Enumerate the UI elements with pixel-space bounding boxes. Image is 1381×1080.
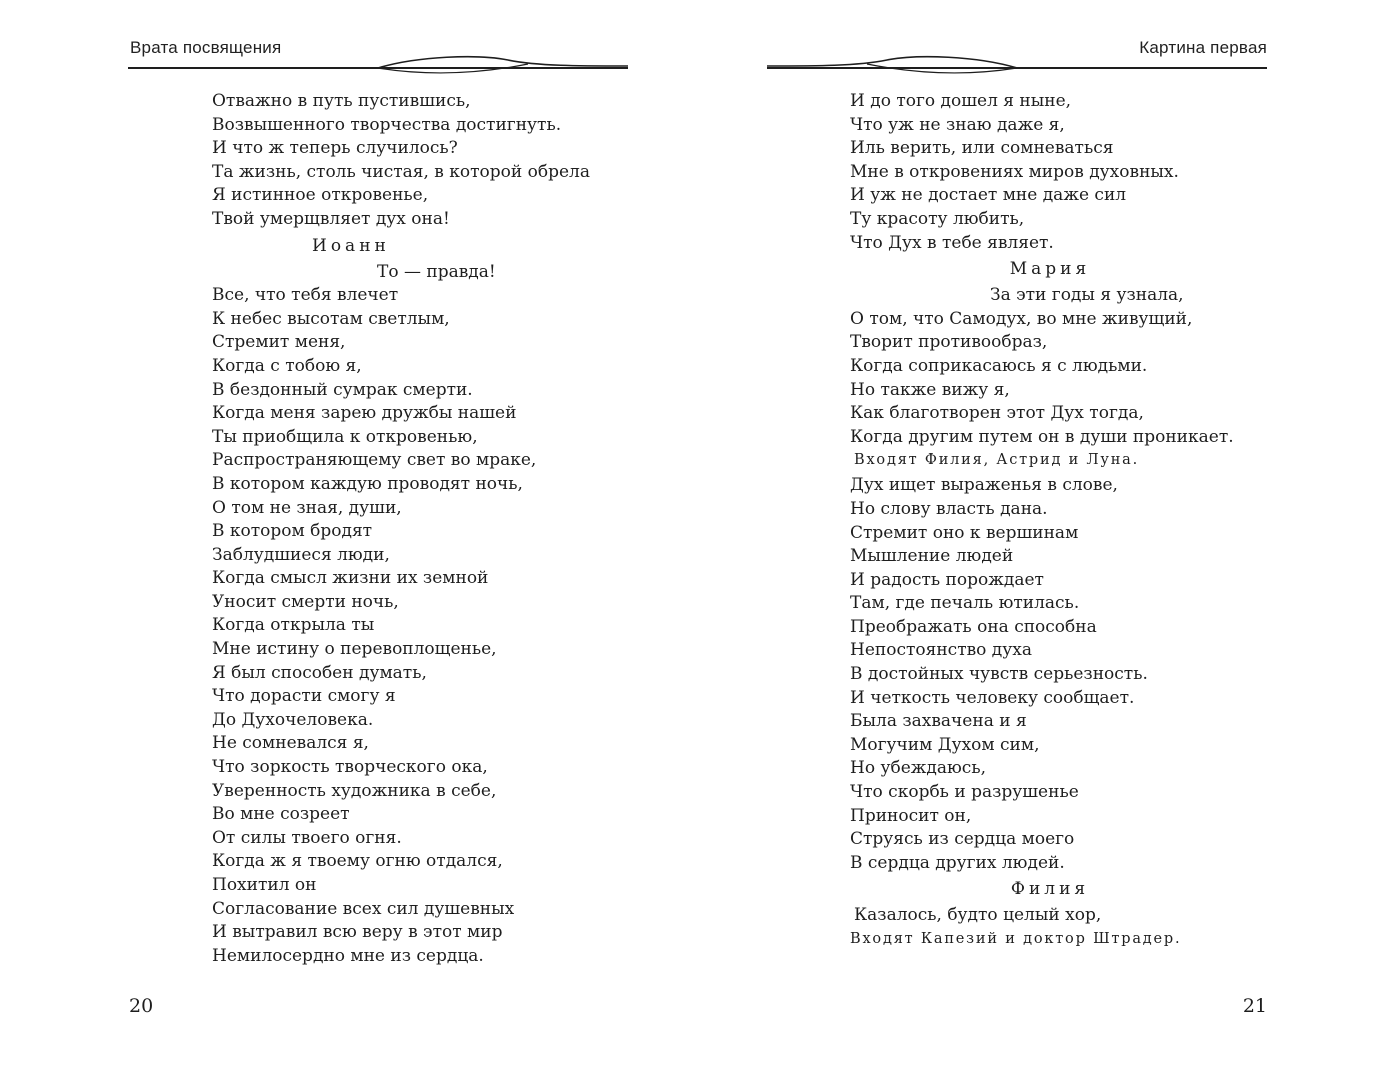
verse-line: Отважно в путь пустившись, — [212, 91, 471, 111]
running-head: Картина первая — [1139, 38, 1267, 57]
verse-line: Там, где печаль ютилась. — [850, 593, 1080, 614]
verse-line: Я был способен думать, — [212, 662, 427, 683]
verse-line: Когда другим путем он в души проникает. — [850, 426, 1234, 447]
verse-line: Похитил он — [212, 875, 317, 895]
speaker-name: Мария — [1009, 259, 1091, 280]
verse-line: Но убеждаюсь, — [850, 758, 986, 779]
verse-line: Что Дух в тебе являет. — [850, 232, 1054, 253]
verse-line: Мне истину о перевоплощенье, — [212, 639, 497, 660]
verse-line: О том, что Самодух, во мне живущий, — [850, 308, 1193, 329]
verse-line: Все, что тебя влечет — [212, 285, 399, 306]
page-number: 20 — [129, 995, 154, 1017]
verse-line: Преображать она способна — [850, 616, 1097, 637]
verse-line: Я истинное откровенье, — [212, 185, 429, 206]
running-head: Врата посвящения — [130, 38, 282, 57]
verse-line: К небес высотам светлым, — [212, 308, 450, 329]
verse-line: Что дорасти смогу я — [212, 686, 396, 707]
verse-line: Иль верить, или сомневаться — [850, 138, 1114, 159]
verse-line: Но слову власть дана. — [850, 498, 1048, 519]
verse-line: Казалось, будто целый хор, — [854, 905, 1102, 926]
verse-line: И радость порождает — [850, 569, 1044, 590]
verse-line: Была захвачена и я — [850, 711, 1027, 732]
verse-line: В достойных чувств серьезность. — [850, 664, 1148, 685]
verse-line: Могучим Духом сим, — [850, 734, 1040, 755]
verse-line: Приносит он, — [850, 805, 972, 826]
verse-line: Стремит оно к вершинам — [850, 522, 1079, 543]
verse-line: Согласование всех сил душевных — [212, 898, 515, 919]
verse-line: То — правда! — [377, 261, 496, 282]
verse-block — [850, 90, 1290, 953]
verse-line: Когда с тобою я, — [212, 355, 362, 376]
verse-line: Но также вижу я, — [850, 379, 1010, 400]
verse-line: О том не зная, души, — [212, 497, 402, 518]
verse-line: За эти годы я узнала, — [990, 285, 1184, 306]
verse-line: И что ж теперь случилось? — [212, 138, 458, 159]
speaker-name: Иоанн — [312, 235, 390, 256]
header-ornament-rule — [128, 52, 628, 78]
verse-line: Стремит меня, — [212, 332, 346, 353]
verse-line: Когда соприкасаюсь я с людьми. — [850, 355, 1148, 376]
verse-line: Когда меня зарею дружбы нашей — [212, 403, 517, 424]
verse-line: В котором бродят — [212, 521, 373, 542]
verse-line: Твой умерщвляет дух она! — [212, 208, 450, 229]
verse-line: Распространяющему свет во мраке, — [212, 450, 537, 471]
verse-line: От силы твоего огня. — [212, 827, 402, 848]
verse-line: Когда открыла ты — [212, 615, 375, 636]
verse-line: И четкость человеку сообщает. — [850, 687, 1135, 708]
verse-line: Ту красоту любить, — [850, 208, 1025, 229]
verse-line: Дух ищет выраженья в слове, — [850, 475, 1118, 496]
verse-line: Немилосердно мне из сердца. — [212, 945, 484, 966]
stage-direction: Входят Филия, Астрид и Луна. — [854, 452, 1140, 469]
stage-direction: Входят Капезий и доктор Штрадер. — [850, 931, 1182, 947]
verse-line: До Духочеловека. — [212, 709, 374, 730]
verse-line: Когда смысл жизни их земной — [212, 568, 489, 589]
header-ornament-rule — [767, 52, 1267, 78]
verse-line: Уверенность художника в себе, — [212, 780, 497, 801]
verse-line: Когда ж я твоему огню отдался, — [212, 851, 503, 872]
verse-line: Заблудшиеся люди, — [212, 544, 390, 565]
verse-line: Во мне созреет — [212, 804, 350, 825]
left-page — [0, 0, 690, 1080]
verse-line: Та жизнь, столь чистая, в которой обрела — [212, 161, 590, 182]
verse-line: Мышление людей — [850, 546, 1014, 567]
verse-line: Мне в откровениях миров духовных. — [850, 161, 1179, 182]
right-page — [690, 0, 1380, 1080]
verse-line: И уж не достает мне даже сил — [850, 185, 1127, 206]
verse-line: И до того дошел я ныне, — [850, 91, 1072, 111]
page-number: 21 — [1242, 995, 1267, 1017]
verse-line: В котором каждую проводят ночь, — [212, 473, 523, 494]
speaker-name: Филия — [1010, 879, 1090, 900]
verse-line: Возвышенного творчества достигнуть. — [212, 114, 562, 135]
verse-line: Что зоркость творческого ока, — [212, 757, 488, 778]
verse-line: В сердца других людей. — [850, 852, 1065, 873]
verse-line: И вытравил всю веру в этот мир — [212, 922, 503, 943]
verse-line: Творит противообраз, — [850, 332, 1048, 353]
verse-line: Не сомневался я, — [212, 733, 369, 754]
verse-line: Непостоянство духа — [850, 640, 1032, 661]
verse-line: Что уж не знаю даже я, — [850, 114, 1065, 135]
verse-line: Уносит смерти ночь, — [212, 591, 399, 612]
verse-line: Что скорбь и разрушенье — [850, 782, 1079, 803]
verse-line: Как благотворен этот Дух тогда, — [850, 403, 1144, 424]
verse-line: Струясь из сердца моего — [850, 829, 1075, 850]
verse-line: В бездонный сумрак смерти. — [212, 379, 473, 400]
verse-block — [212, 90, 632, 968]
verse-line: Ты приобщила к откровенью, — [212, 426, 478, 447]
